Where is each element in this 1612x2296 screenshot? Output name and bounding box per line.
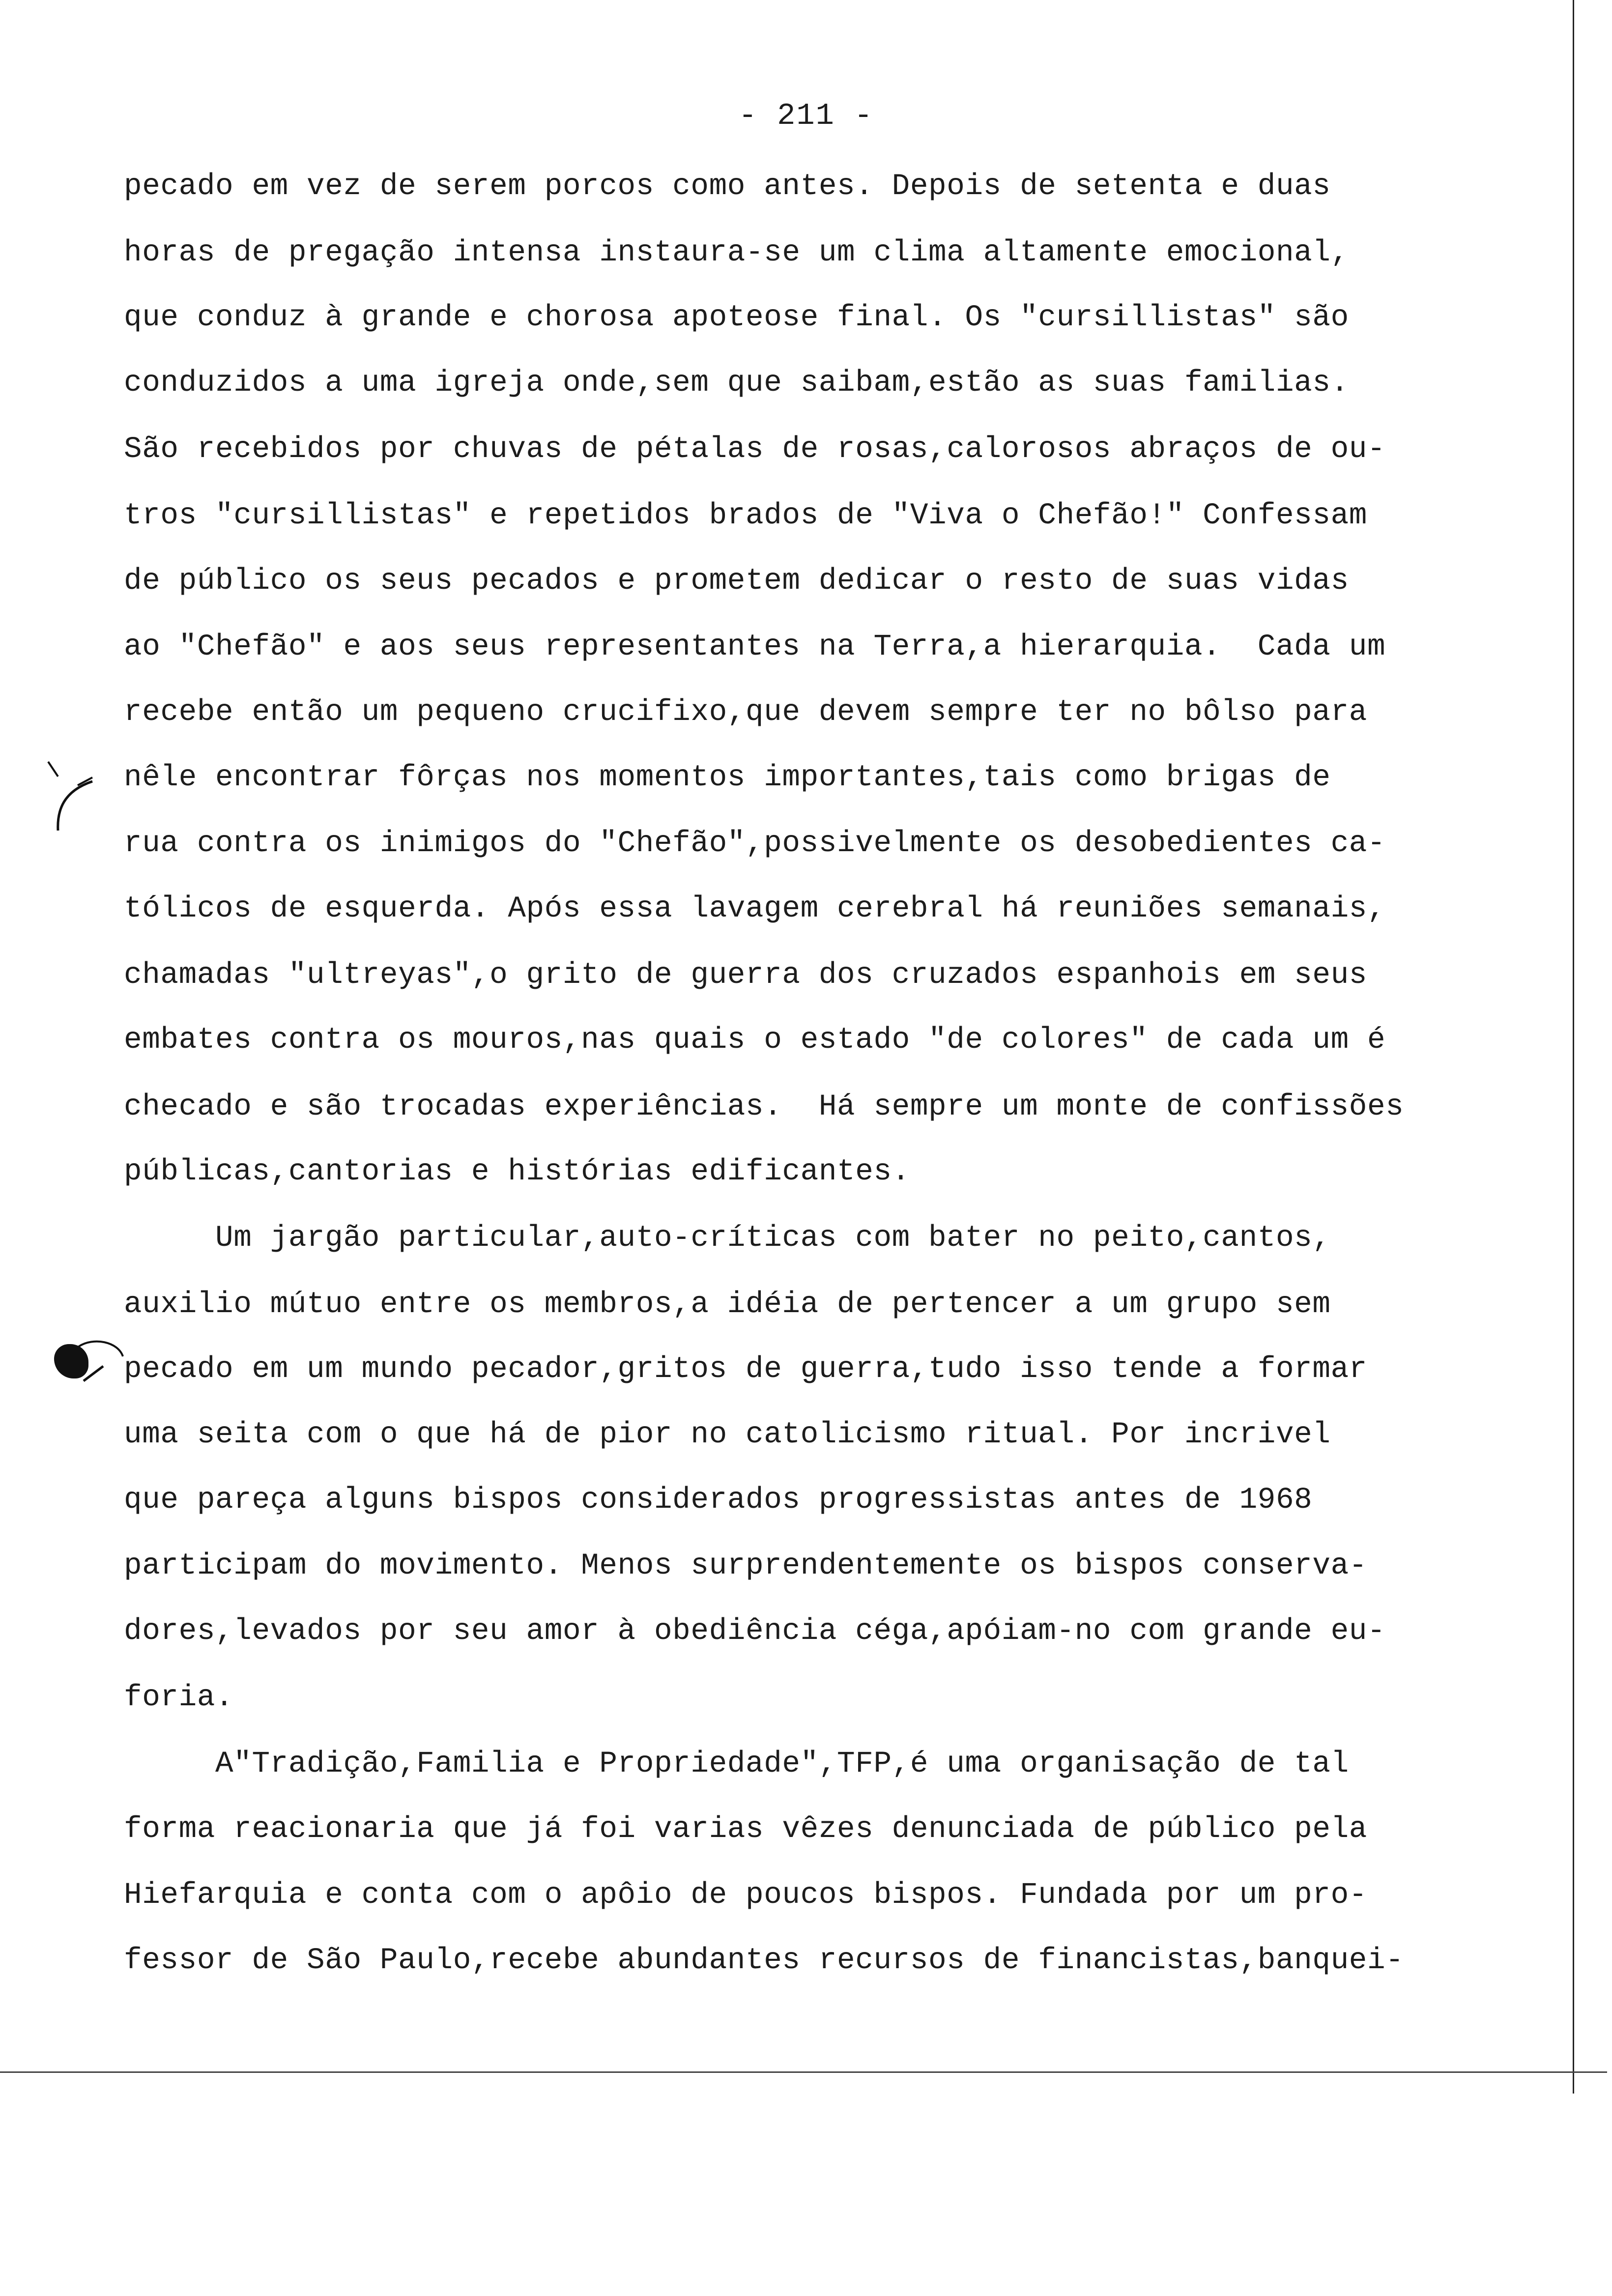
text-line: rua contra os inimigos do "Chefão",possivelmente os desobedientes ca- <box>124 827 1386 861</box>
text-line: pecado em um mundo pecador,gritos de guerra,tudo isso tende a formar <box>124 1352 1368 1386</box>
text-line: embates contra os mouros,nas quais o estado "de colores" de cada um é <box>124 1023 1386 1057</box>
text-line: públicas,cantorias e histórias edificantes. <box>124 1155 910 1189</box>
margin-mark-icon <box>43 757 102 835</box>
text-line: recebe então um pequeno crucifixo,que devem sempre ter no bôlso para <box>124 695 1368 729</box>
right-margin-line <box>1573 0 1574 2094</box>
text-line: fessor de São Paulo,recebe abundantes recursos de financistas,banquei- <box>124 1944 1404 1978</box>
text-line: chamadas "ultreyas",o grito de guerra dos cruzados espanhois em seus <box>124 958 1368 992</box>
text-line: tólicos de esquerda. Após essa lavagem cerebral há reuniões semanais, <box>124 892 1386 926</box>
text-line: que pareça alguns bispos considerados progressistas antes de 1968 <box>124 1483 1313 1517</box>
text-line: dores,levados por seu amor à obediência céga,apóiam-no com grande eu- <box>124 1614 1386 1648</box>
page-number: - 211 - <box>738 98 874 133</box>
text-line: participam do movimento. Menos surprendentemente os bispos conserva- <box>124 1549 1368 1583</box>
text-line: checado e são trocadas experiências. Há sempre um monte de confissões <box>124 1090 1404 1124</box>
text-line: pecado em vez de serem porcos como antes. Depois de setenta e duas <box>124 170 1331 203</box>
text-line: São recebidos por chuvas de pétalas de rosas,calorosos abraços de ou- <box>124 432 1386 466</box>
text-line: horas de pregação intensa instaura-se um clima altamente emocional, <box>124 236 1349 270</box>
text-line: conduzidos a uma igreja onde,sem que saibam,estão as suas familias. <box>124 366 1349 400</box>
text-line: Um jargão particular,auto-críticas com bater no peito,cantos, <box>124 1221 1331 1255</box>
bottom-rule <box>0 2071 1607 2073</box>
text-line: uma seita com o que há de pior no catolicismo ritual. Por incrivel <box>124 1418 1331 1452</box>
text-line: tros "cursillistas" e repetidos brados de "Viva o Chefão!" Confessam <box>124 499 1368 533</box>
text-line: foria. <box>124 1681 234 1715</box>
text-line: nêle encontrar fôrças nos momentos importantes,tais como brigas de <box>124 761 1331 795</box>
text-line: Hiefarquia e conta com o apôio de poucos bispos. Fundada por um pro- <box>124 1878 1368 1912</box>
text-line: que conduz à grande e chorosa apoteose final. Os "cursillistas" são <box>124 301 1349 335</box>
text-line: forma reacionaria que já foi varias vêzes denunciada de público pela <box>124 1812 1368 1846</box>
text-line: de público os seus pecados e prometem dedicar o resto de suas vidas <box>124 564 1349 598</box>
text-line: A"Tradição,Familia e Propriedade",TFP,é uma organisação de tal <box>124 1747 1349 1781</box>
text-line: auxilio mútuo entre os membros,a idéia de pertencer a um grupo sem <box>124 1288 1331 1321</box>
text-line: ao "Chefão" e aos seus representantes na Terra,a hierarquia. Cada um <box>124 630 1386 664</box>
margin-scribble-icon <box>74 1337 128 1391</box>
